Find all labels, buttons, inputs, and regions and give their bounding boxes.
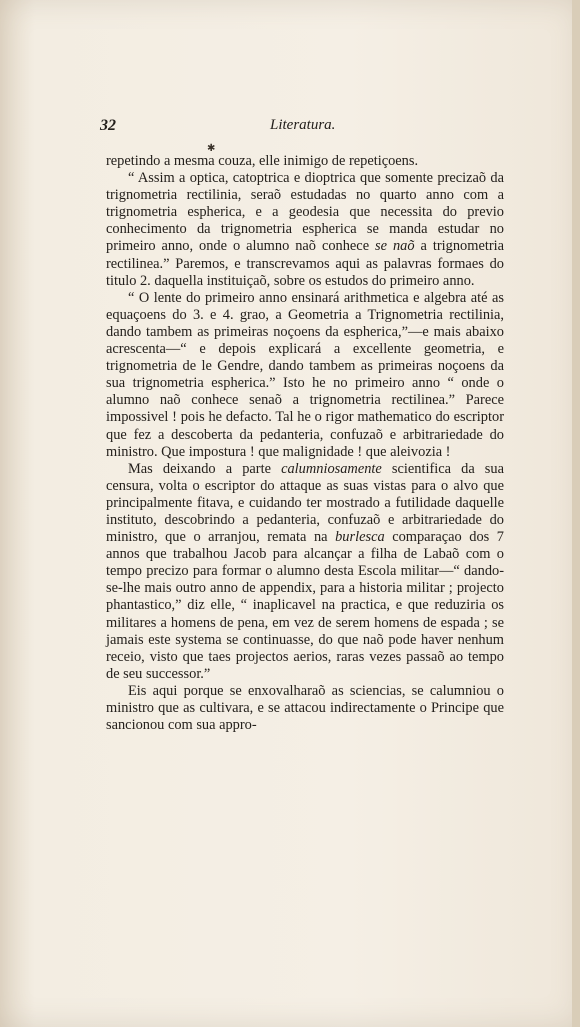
paragraph	[106, 461, 504, 683]
italic-phrase: se naõ	[375, 238, 415, 255]
text-run: repetindo a mesma couza, elle inimigo de repetiçoens.	[106, 153, 419, 169]
signature-mark: ✱	[207, 143, 216, 154]
page-edge	[572, 0, 580, 1027]
italic-phrase: calumniosamente	[281, 460, 382, 477]
running-title: Literatura.	[270, 117, 336, 133]
paragraph	[106, 290, 504, 461]
text-run: scientifica da sua censura, volta o escriptor do attaque as suas vistas para o alvo que principalmente fitava, e cuidando ter mostrado a futilidade daquelle instituto, descobrindo a pedanteria, confuzaõ e arbitrariedade do ministro, que o arranjou, remata na	[106, 460, 504, 546]
page-number: 32	[100, 117, 116, 134]
page-header	[100, 117, 500, 139]
paragraph	[106, 170, 504, 290]
paragraph	[106, 153, 504, 170]
text-run: a trignometria rectilinea.” Paremos, e transcrevamos aqui as palavras formaes do titulo 2. daquella instituiçaõ, sobre os estudos do primeiro anno.	[106, 238, 505, 289]
text-run: comparaçao dos 7 annos que trabalhou Jacob para alcançar a filha de Labaõ com o tempo precizo para formar o alumno desta Escola militar—“ dando-se-lhe mais outro anno de appendix, para a historia militar ; projecto phantastico,” diz elle, “ inaplicavel na practica, e que reduziria os militares a homens de pena, em vez de serem homens de espada ; se jamais este systema se continuasse, do que naõ pode haver nenhum receio, visto que taes projectos aerios, raras vezes passaõ ao tempo de seu successor.”	[106, 529, 504, 682]
text-run: Mas deixando a parte	[128, 460, 282, 477]
text-run: “ Assim a optica, catoptrica e dioptrica que somente precizaõ da trignometria rectilinia, seraõ estudadas no quarto anno com a trignometria espherica, e a geodesia que necessita do previo conhecimento da trignometria espherica se manda estudar no primeiro anno, onde o alumno naõ conhece	[106, 170, 504, 255]
text-run: Eis aqui porque se enxovalharaõ as sciencias, se calumniou o ministro que as cultivara, e se attacou indirectamente o Principe que sancionou com sua appro-	[106, 682, 504, 734]
paragraph	[106, 683, 504, 734]
italic-phrase: burlesca	[335, 529, 385, 546]
body-text	[106, 153, 504, 734]
text-run: “ O lente do primeiro anno ensinará arithmetica e algebra até as equaçoens do 3. e 4. grao, a Geometria a Trignometria rectilinia, dando tambem as primeiras noçoens da espherica,”—e mais abaixo acrescenta—“ e depois explicará a excellente geometria, e trignometria de le Gendre, dando tambem as primeiras noçoens da sua trignometria espherica.” Isto he no primeiro anno “ onde o alumno naõ conhece senaõ a trignometria rectilinea.” Parece impossivel ! pois he defacto. Tal he o rigor mathematico do escriptor que fez a descoberta da pedanteria, confuzaõ e arbitrariedade do ministro. Que impostura ! que malignidade ! que aleivozia !	[106, 289, 504, 460]
